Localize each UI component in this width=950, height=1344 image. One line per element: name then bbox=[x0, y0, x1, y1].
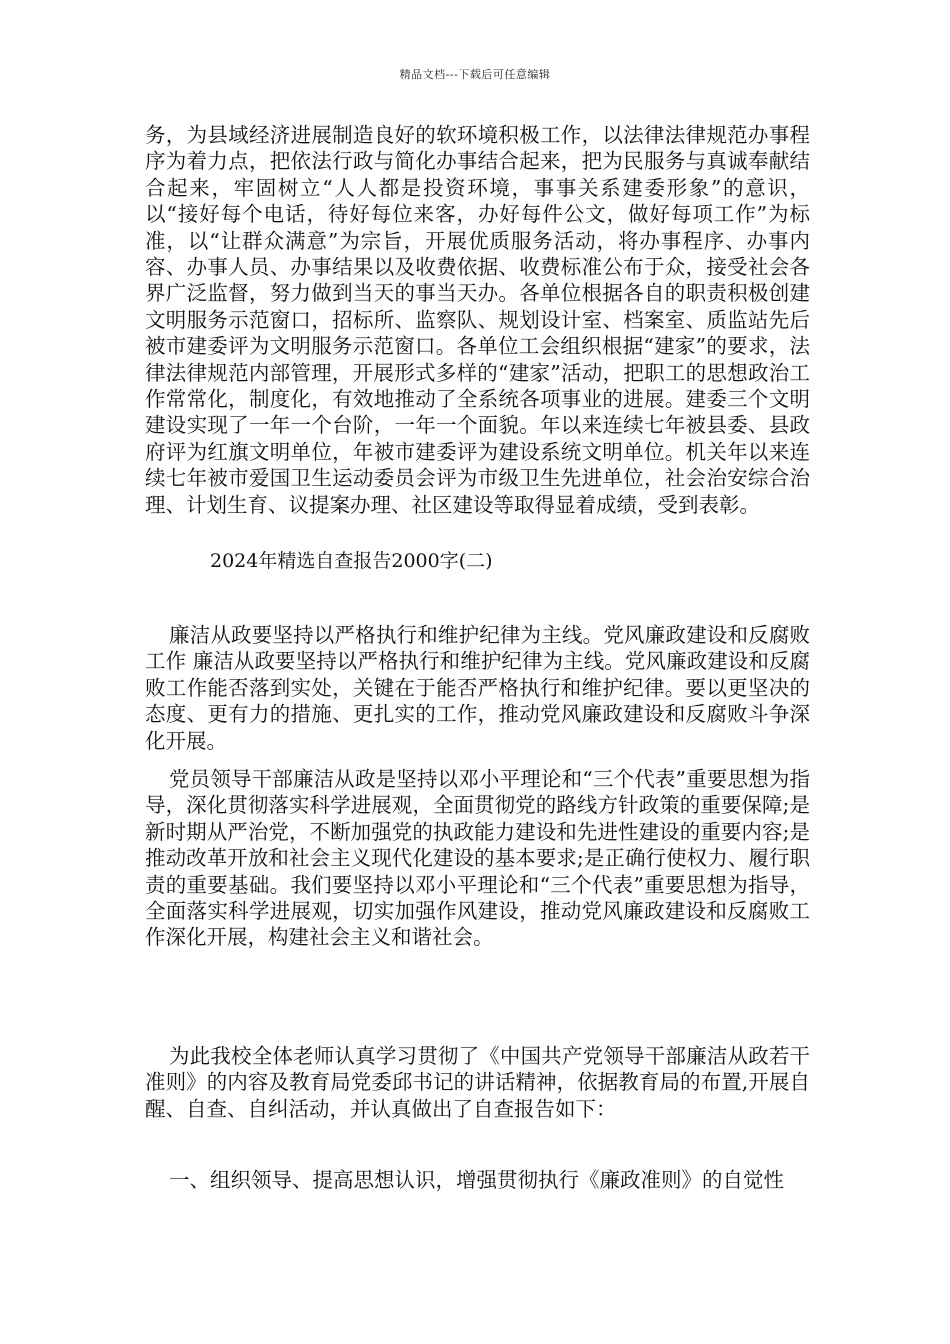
paragraph-text: 为此我校全体老师认真学习贯彻了《中国共产党领导干部廉洁从政若干准则》的内容及教育局党委邱书记的讲话精神，依据教育局的布置,开展自醒、自查、自纠活动，并认真做出了自查报告如下： bbox=[145, 1044, 810, 1121]
heading-text: 一、组织领导、提高思想认识，增强贯彻执行《廉政准则》的自觉性 bbox=[169, 1168, 784, 1192]
body-paragraph-3 bbox=[145, 766, 810, 951]
body-paragraph-2 bbox=[145, 622, 810, 754]
paragraph-text: 务，为县域经济进展制造良好的软环境积极工作，以法律法律规范办事程序为着力点，把依法行政与简化办事结合起来，把为民服务与真诚奉献结合起来，牢固树立“人人都是投资环境，事事关系建委形象”的意识，以“接好每个电话，待好每位来客，办好每件公文，做好每项工作”为标准，以“让群众满意”为宗旨，开展优质服务活动，将办事程序、办事内容、办事人员、办事结果以及收费依据、收费标准公布于众，接受社会各界广泛监督，努力做到当天的事当天办。各单位根据各自的职责积极创建文明服务示范窗口，招标所、监察队、规划设计室、档案室、质监站先后被市建委评为文明服务示范窗口。各单位工会组织根据“建家”的要求，法律法律规范内部管理，开展形式多样的“建家”活动，把职工的思想政治工作常常化，制度化，有效地推动了全系统各项事业的进展。建委三个文明建设实现了一年一个台阶，一年一个面貌。年以来连续七年被县委、县政府评为红旗文明单位，年被市建委评为建设系统文明单位。机关年以来连续七年被市爱国卫生运动委员会评为市级卫生先进单位，社会治安综合治理、计划生育、议提案办理、社区建设等取得显着成绩，受到表彰。 bbox=[145, 123, 810, 517]
section-heading-1 bbox=[145, 1167, 810, 1193]
page-header: 精品文档---下载后可任意编辑 bbox=[399, 68, 551, 81]
paragraph-text: 廉洁从政要坚持以严格执行和维护纪律为主线。党风廉政建设和反腐败工作 廉洁从政要坚持以严格执行和维护纪律为主线。党风廉政建设和反腐败工作能否落到实处，关键在于能否严格执行和维护纪律。要以更坚决的态度、更有力的措施、更扎实的工作，推动党风廉政建设和反腐败斗争深化开展。 bbox=[145, 623, 810, 753]
body-paragraph-1 bbox=[145, 122, 810, 518]
paragraph-text: 党员领导干部廉洁从政是坚持以邓小平理论和“三个代表”重要思想为指导，深化贯彻落实科学进展观，全面贯彻党的路线方针政策的重要保障;是新时期从严治党，不断加强党的执政能力建设和先进性建设的重要内容;是推动改革开放和社会主义现代化建设的基本要求;是正确行使权力、履行职责的重要基础。我们要坚持以邓小平理论和“三个代表”重要思想为指导，全面落实科学进展观，切实加强作风建设，推动党风廉政建设和反腐败工作深化开展，构建社会主义和谐社会。 bbox=[145, 767, 810, 950]
body-paragraph-4 bbox=[145, 1043, 810, 1122]
section-subtitle: 2024年精选自查报告2000字(二) bbox=[210, 550, 493, 572]
